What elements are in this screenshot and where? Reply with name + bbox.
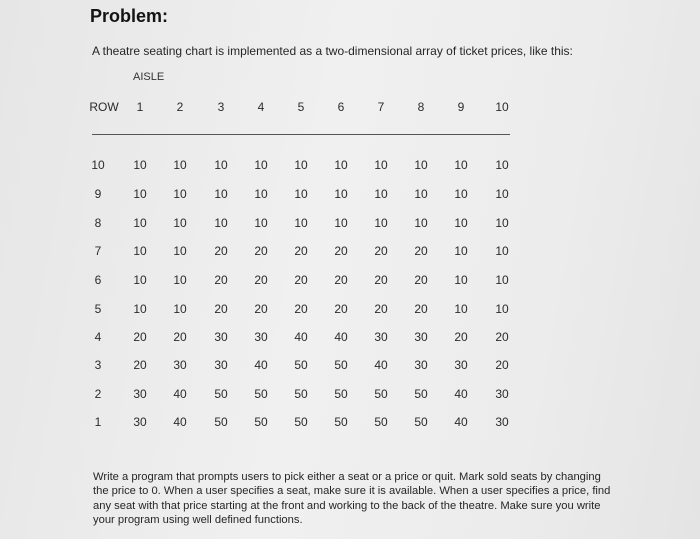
seat-price: 10 <box>414 216 428 230</box>
row-label: 10 <box>91 158 105 172</box>
seat-price: 10 <box>133 273 147 287</box>
seat-price: 50 <box>294 358 308 372</box>
seat-price: 30 <box>495 415 509 429</box>
seat-price: 20 <box>254 302 268 316</box>
seat-price: 10 <box>133 244 147 258</box>
seat-price: 10 <box>414 187 428 201</box>
seat-price: 40 <box>173 387 187 401</box>
seat-price: 20 <box>214 273 228 287</box>
seat-price: 20 <box>173 330 187 344</box>
seat-price: 30 <box>133 415 147 429</box>
seat-price: 10 <box>334 216 348 230</box>
seat-price: 50 <box>294 387 308 401</box>
seat-price: 10 <box>173 244 187 258</box>
seat-price: 50 <box>254 415 268 429</box>
seat-price: 10 <box>254 187 268 201</box>
problem-title: Problem: <box>90 6 169 26</box>
seat-price: 10 <box>173 302 187 316</box>
seat-price: 20 <box>334 273 348 287</box>
seat-price: 40 <box>254 358 268 372</box>
header-divider <box>92 134 510 135</box>
seat-price: 30 <box>495 387 509 401</box>
seat-price: 10 <box>214 216 228 230</box>
seat-price: 20 <box>374 273 388 287</box>
seat-price: 50 <box>414 415 428 429</box>
seat-price: 30 <box>374 330 388 344</box>
seat-price: 20 <box>294 302 308 316</box>
seat-price: 10 <box>495 244 509 258</box>
seat-price: 40 <box>454 415 468 429</box>
seat-price: 20 <box>294 273 308 287</box>
seat-price: 10 <box>374 187 388 201</box>
seat-price: 50 <box>214 387 228 401</box>
seat-price: 20 <box>133 330 147 344</box>
seat-price: 10 <box>454 273 468 287</box>
seat-price: 10 <box>173 216 187 230</box>
intro-text: A theatre seating chart is implemented as a two-dimensional array of ticket prices, like this: <box>92 44 573 58</box>
seat-price: 20 <box>294 244 308 258</box>
seat-price: 10 <box>414 158 428 172</box>
seat-price: 20 <box>495 358 509 372</box>
aisle-label: AISLE <box>133 71 165 83</box>
seat-price: 20 <box>254 244 268 258</box>
seat-price: 10 <box>495 273 509 287</box>
column-header: 7 <box>377 100 385 114</box>
seat-price: 20 <box>374 302 388 316</box>
seat-price: 10 <box>133 158 147 172</box>
seat-price: 40 <box>173 415 187 429</box>
column-header: 4 <box>257 100 265 114</box>
seat-price: 10 <box>173 273 187 287</box>
seat-price: 50 <box>214 415 228 429</box>
column-header: 10 <box>495 100 509 114</box>
seat-price: 10 <box>495 302 509 316</box>
seat-price: 10 <box>374 158 388 172</box>
seat-price: 10 <box>294 187 308 201</box>
seat-price: 50 <box>374 415 388 429</box>
column-header: 5 <box>297 100 305 114</box>
seat-price: 10 <box>334 158 348 172</box>
seat-price: 30 <box>254 330 268 344</box>
seat-price: 10 <box>214 187 228 201</box>
seat-price: 10 <box>254 216 268 230</box>
seat-price: 20 <box>374 244 388 258</box>
seat-price: 50 <box>334 387 348 401</box>
seat-price: 10 <box>133 216 147 230</box>
seat-price: 10 <box>294 216 308 230</box>
column-header: 1 <box>136 100 144 114</box>
row-label: 2 <box>94 387 102 401</box>
row-label: 1 <box>94 415 102 429</box>
row-label: 4 <box>94 330 102 344</box>
seat-price: 40 <box>294 330 308 344</box>
seat-price: 10 <box>214 158 228 172</box>
seat-price: 10 <box>173 187 187 201</box>
seat-price: 10 <box>454 216 468 230</box>
seat-price: 20 <box>454 330 468 344</box>
instructions-text: Write a program that prompts users to pick either a seat or a price or quit. Mark sold seats by changing the price to 0. When a user specifies a seat, make sure it is available. When a user specifies a price, find any seat with that price starting at the front and working to the back of the theatre. Make sure you write your program using well defined functions. <box>93 471 611 526</box>
column-header: 9 <box>457 100 465 114</box>
seat-price: 30 <box>133 387 147 401</box>
seat-price: 20 <box>334 244 348 258</box>
seat-price: 50 <box>294 415 308 429</box>
seat-price: 10 <box>133 187 147 201</box>
row-header: ROW <box>89 100 119 114</box>
seat-price: 20 <box>214 302 228 316</box>
seat-price: 10 <box>374 216 388 230</box>
row-label: 3 <box>94 358 102 372</box>
seat-price: 40 <box>454 387 468 401</box>
seat-price: 20 <box>133 358 147 372</box>
seat-price: 30 <box>214 358 228 372</box>
seat-price: 20 <box>495 330 509 344</box>
column-header: 8 <box>417 100 425 114</box>
row-label: 7 <box>94 244 102 258</box>
seat-price: 20 <box>214 244 228 258</box>
seat-price: 30 <box>414 330 428 344</box>
seat-price: 50 <box>334 358 348 372</box>
column-header: 6 <box>337 100 345 114</box>
seat-price: 10 <box>495 216 509 230</box>
row-label: 6 <box>94 273 102 287</box>
seat-price: 50 <box>374 387 388 401</box>
seat-price: 10 <box>254 158 268 172</box>
seat-price: 30 <box>214 330 228 344</box>
seat-price: 20 <box>414 302 428 316</box>
seat-price: 10 <box>454 302 468 316</box>
seat-price: 20 <box>254 273 268 287</box>
row-label: 9 <box>94 187 102 201</box>
seat-price: 10 <box>454 187 468 201</box>
seat-price: 50 <box>414 387 428 401</box>
seat-price: 10 <box>334 187 348 201</box>
seat-price: 10 <box>133 302 147 316</box>
seat-price: 10 <box>173 158 187 172</box>
column-header: 3 <box>217 100 225 114</box>
row-label: 8 <box>94 216 102 230</box>
seat-price: 40 <box>374 358 388 372</box>
column-header: 2 <box>176 100 184 114</box>
seat-price: 40 <box>334 330 348 344</box>
seat-price: 20 <box>414 244 428 258</box>
seat-price: 50 <box>254 387 268 401</box>
seat-price: 30 <box>414 358 428 372</box>
seat-price: 50 <box>334 415 348 429</box>
seat-price: 10 <box>495 187 509 201</box>
seat-price: 10 <box>454 158 468 172</box>
seat-price: 30 <box>454 358 468 372</box>
seat-price: 30 <box>173 358 187 372</box>
row-label: 5 <box>94 302 102 316</box>
seat-price: 10 <box>294 158 308 172</box>
seat-price: 20 <box>334 302 348 316</box>
seat-price: 10 <box>495 158 509 172</box>
seat-price: 20 <box>414 273 428 287</box>
seat-price: 10 <box>454 244 468 258</box>
